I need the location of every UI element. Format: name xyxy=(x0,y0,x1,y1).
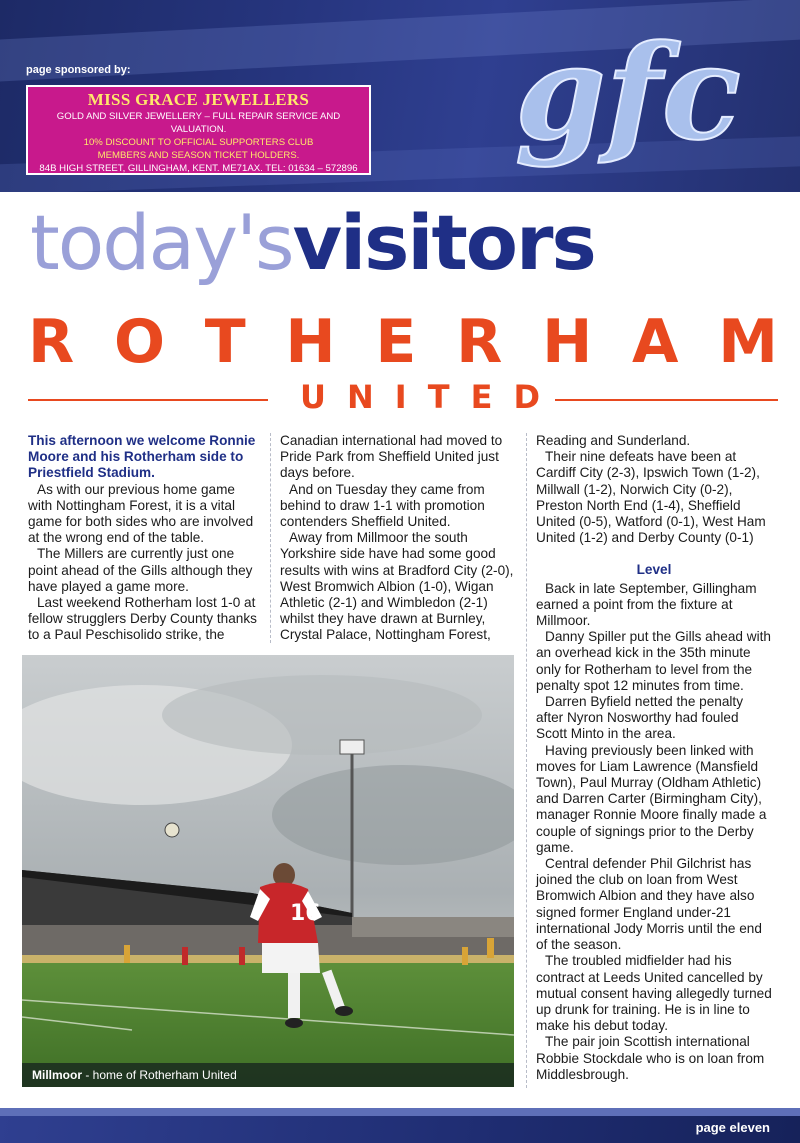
header-band xyxy=(0,0,800,192)
paragraph: Reading and Sunderland. xyxy=(536,433,691,448)
column-divider xyxy=(270,433,271,643)
club-name-letter: O xyxy=(113,307,165,377)
club-subtitle-letter: T xyxy=(427,378,450,416)
page-number: page eleven xyxy=(695,1120,770,1135)
club-name xyxy=(28,307,778,377)
club-subtitle-letter: D xyxy=(513,378,540,416)
paragraph: The pair join Scottish international Robbie Stockdale who is on loan from Middlesbrough. xyxy=(536,1034,765,1082)
paragraph: The troubled midfielder had his contract at Leeds United cancelled by mutual consent having allegedly turned up drunk for training. He is in line to make his debut today. xyxy=(536,953,772,1034)
sponsor-line: 84B HIGH STREET, GILLINGHAM, KENT. ME71AX. TEL: 01634 – 572896 xyxy=(39,163,358,174)
club-subtitle xyxy=(300,378,540,416)
paragraph: Back in late September, Gillingham earned a point from the fixture at Millmoor. xyxy=(536,580,757,629)
sponsor-ad xyxy=(26,85,371,175)
divider-line xyxy=(555,399,778,401)
divider-line xyxy=(28,399,268,401)
caption-text: - home of Rotherham United xyxy=(82,1068,237,1082)
page-title xyxy=(30,198,595,287)
sponsor-name: MISS GRACE JEWELLERS xyxy=(87,90,310,109)
title-part-2: visitors xyxy=(292,198,595,287)
sponsor-label: page sponsored by: xyxy=(26,64,131,76)
paragraph: Last weekend Rotherham lost 1-0 at fellow strugglers Derby County thanks to a Paul Peschisolido strike, the xyxy=(28,595,257,643)
paragraph: And on Tuesday they came from behind to draw 1-1 with promotion contenders Sheffield United. xyxy=(280,481,485,530)
paragraph: Canadian international had moved to Pride Park from Sheffield United just days before. xyxy=(280,433,503,481)
club-subtitle-row xyxy=(28,378,778,418)
paragraph: Away from Millmoor the south Yorkshire side have had some good results with wins at Bradford City (2-0), West Bromwich Albion (1-0), Wigan Athletic (2-1) and Wimbledon (2-1) whilst they have drawn at Burnley, Crystal Palace, Nottingham Forest, xyxy=(280,530,514,643)
caption-bold: Millmoor xyxy=(32,1068,82,1082)
paragraph: Darren Byfield netted the penalty after Nyron Nosworthy had fouled Scott Minto in the area. xyxy=(536,694,743,742)
club-name-letter: M xyxy=(718,307,778,377)
article-column-1 xyxy=(28,433,262,644)
club-subtitle-letter: N xyxy=(347,378,374,416)
club-name-letter: R xyxy=(28,307,75,377)
paragraph: Central defender Phil Gilchrist has joined the club on loan from West Bromwich Albion and they have also signed former England under-21 international Jody Morris until the end of the season. xyxy=(536,856,762,953)
photo-caption xyxy=(22,1063,514,1087)
club-subtitle-letter: I xyxy=(394,378,407,416)
title-part-1: today's xyxy=(30,198,293,287)
paragraph: Having previously been linked with moves for Liam Lawrence (Mansfield Town), Paul Murray (Oldham Athletic) and Darren Carter (Birmingham City), manager Ronnie Moore finally made a couple of signings prior to the Derby game. xyxy=(536,742,767,855)
column-divider xyxy=(526,433,527,1088)
subheading: Level xyxy=(636,562,672,578)
sponsor-line: MEMBERS AND SEASON TICKET HOLDERS. xyxy=(97,150,300,161)
footer-band xyxy=(0,1108,800,1143)
paragraph: The Millers are currently just one point ahead of the Gills although they have played a game more. xyxy=(28,546,253,594)
footer-stripe xyxy=(0,1108,800,1116)
paragraph: Their nine defeats have been at Cardiff City (2-3), Ipswich Town (1-2), Millwall (1-2), Norwich City (0-2), Preston North End (1-4), Sheffield United (0-5), Watford (0-1), West Ham United (1-2) and Derby County (0-1) xyxy=(536,449,766,546)
club-subtitle-letter: U xyxy=(300,378,326,416)
club-name-letter: R xyxy=(456,307,503,377)
club-subtitle-letter: E xyxy=(470,378,493,416)
club-name-letter: H xyxy=(542,307,593,377)
club-name-letter: H xyxy=(285,307,336,377)
article-lead: This afternoon we welcome Ronnie Moore and his Rotherham side to Priestfield Stadium. xyxy=(28,433,256,481)
club-name-letter: T xyxy=(204,307,246,377)
sponsor-line: GOLD AND SILVER JEWELLERY – FULL REPAIR SERVICE AND VALUATION. xyxy=(56,111,341,135)
shirt-number: 16 xyxy=(290,901,321,926)
sponsor-line: 10% DISCOUNT TO OFFICIAL SUPPORTERS CLUB xyxy=(83,137,314,148)
club-name-letter: E xyxy=(375,307,417,377)
gfc-logo-text: gfc xyxy=(515,20,741,169)
paragraph: As with our previous home game with Nottingham Forest, it is a vital game for both sides who are involved at the wrong end of the table. xyxy=(28,481,254,546)
paragraph: Danny Spiller put the Gills ahead with an overhead kick in the 35th minute only for Rotherham to level from the penalty spot 12 minutes from time. xyxy=(536,629,771,693)
club-name-letter: A xyxy=(632,307,679,377)
article-column-3 xyxy=(536,433,772,1083)
stadium-photo xyxy=(22,655,514,1087)
gfc-logo xyxy=(505,20,775,180)
article-column-2 xyxy=(280,433,516,644)
stadium-illustration xyxy=(22,655,514,1087)
